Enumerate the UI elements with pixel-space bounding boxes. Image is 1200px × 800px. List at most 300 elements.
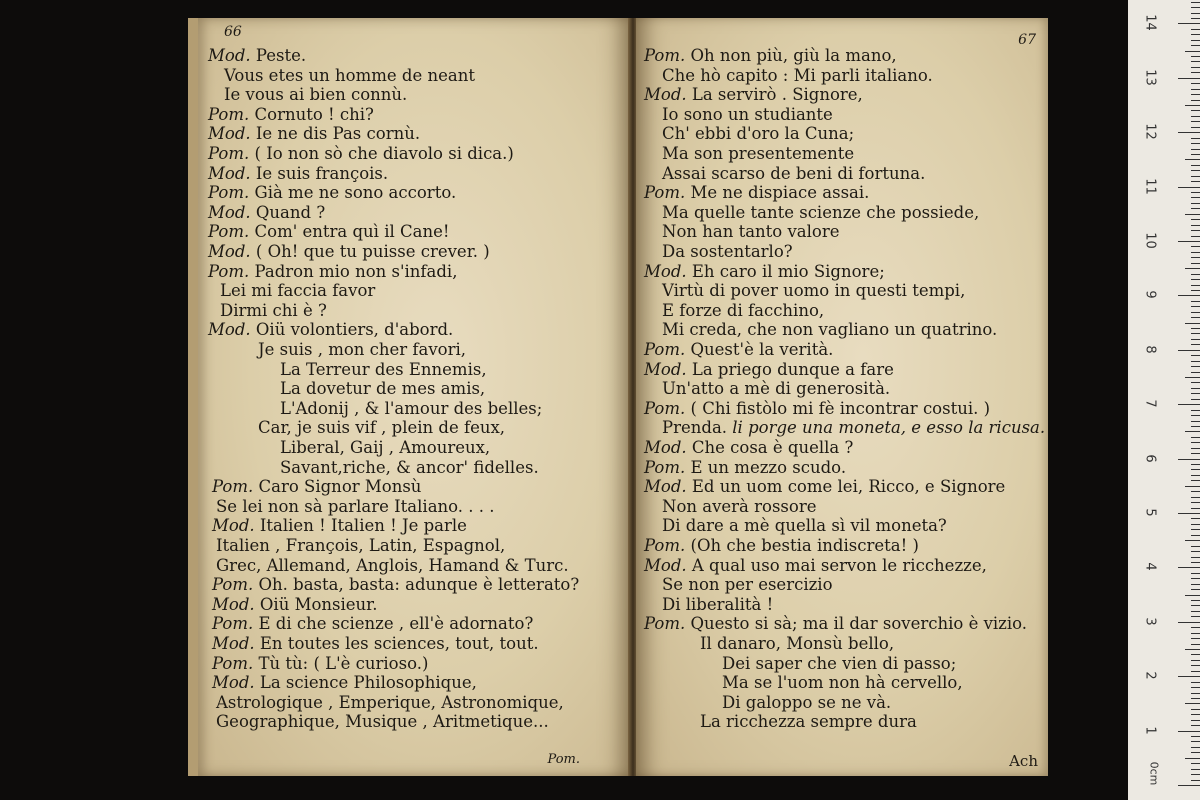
ruler-tick	[1191, 475, 1200, 476]
ruler-tick	[1191, 578, 1200, 579]
left-catchword: Pom.	[547, 752, 580, 767]
ruler-tick	[1191, 508, 1200, 509]
ruler-tick	[1191, 2, 1200, 3]
ruler-tick	[1191, 589, 1200, 590]
line-text: Virtù di pover uomo in questi tempi,	[662, 281, 966, 301]
text-line	[216, 556, 569, 575]
text-line	[220, 301, 327, 320]
ruler-number: 10	[1142, 232, 1158, 249]
ruler-tick	[1191, 110, 1200, 111]
text-line	[644, 614, 1027, 633]
line-text: Oh non più, giù la mano,	[690, 46, 897, 65]
ruler-tick	[1191, 529, 1200, 530]
ruler-tick	[1191, 480, 1200, 481]
ruler-tick	[1191, 40, 1200, 41]
ruler-tick	[1191, 502, 1200, 503]
text-line	[208, 46, 306, 65]
text-line	[208, 242, 490, 261]
speaker-label: Pom.	[644, 457, 686, 477]
line-text: E forze di facchino,	[662, 300, 825, 320]
ruler-tick	[1185, 431, 1200, 432]
text-line	[224, 66, 475, 85]
line-text: Oh. basta, basta: adunque è letterato?	[258, 575, 580, 595]
ruler-number: 1	[1142, 725, 1158, 735]
ruler-tick	[1185, 758, 1200, 759]
line-text: Il danaro, Monsù bello,	[700, 634, 895, 653]
ruler-tick	[1191, 230, 1200, 231]
line-text: La servirò . Signore,	[691, 85, 863, 105]
ruler-number: 14	[1142, 14, 1158, 32]
ruler-tick	[1191, 306, 1200, 307]
speaker-label: Pom.	[644, 398, 686, 418]
text-line	[662, 418, 1045, 437]
text-line	[662, 144, 854, 163]
ruler-tick	[1191, 399, 1200, 400]
text-line	[280, 438, 490, 457]
text-line	[644, 46, 897, 65]
line-text: La dovetur de mes amis,	[280, 379, 486, 399]
line-text: Peste.	[255, 46, 307, 65]
ruler-number: 8	[1142, 345, 1158, 354]
line-text: ( Oh! que tu puisse crever. )	[255, 242, 490, 261]
text-line	[212, 575, 579, 594]
ruler-tick	[1191, 13, 1200, 14]
text-line	[280, 379, 485, 398]
speaker-label: Pom.	[644, 183, 686, 203]
speaker-label: Mod.	[208, 242, 251, 261]
ruler-tick	[1191, 257, 1200, 258]
speaker-label: Pom.	[212, 477, 254, 497]
line-text: Questo si sà; ma il dar soverchio è vizio.	[690, 614, 1028, 634]
open-book	[188, 18, 1048, 776]
text-line	[662, 497, 816, 516]
text-line	[662, 124, 854, 143]
text-line	[280, 458, 539, 477]
speaker-label: Mod.	[208, 124, 251, 144]
ruler-tick	[1191, 279, 1200, 280]
speaker-label: Pom.	[644, 614, 686, 634]
ruler-tick	[1185, 159, 1200, 160]
line-text: ( Chi fistòlo mi fè incontrar costui. )	[690, 398, 991, 418]
text-line	[722, 654, 956, 673]
text-line	[662, 575, 833, 594]
text-line	[662, 379, 890, 398]
ruler-tick	[1191, 61, 1200, 62]
speaker-label: Mod.	[212, 634, 255, 653]
ruler-tick	[1191, 469, 1200, 470]
text-line	[700, 712, 917, 731]
ruler-tick	[1191, 437, 1200, 438]
ruler-number: 5	[1142, 508, 1158, 517]
text-line	[258, 418, 505, 437]
ruler-tick	[1191, 551, 1200, 552]
line-text: Oiü Monsieur.	[259, 594, 378, 614]
ruler-tick	[1191, 654, 1200, 655]
ruler-tick	[1178, 567, 1200, 568]
ruler-tick	[1178, 187, 1200, 188]
line-text: Dirmi chi è ?	[220, 300, 327, 320]
line-text: Geographique, Musique , Aritmetique...	[216, 712, 549, 732]
ruler-tick	[1178, 350, 1200, 351]
ruler-tick	[1185, 323, 1200, 324]
line-text: Ie vous ai bien connù.	[224, 85, 408, 105]
ruler-tick	[1191, 584, 1200, 585]
ruler-number: 3	[1142, 617, 1158, 626]
text-line	[662, 203, 979, 222]
ruler-tick	[1191, 203, 1200, 204]
ruler-tick	[1185, 51, 1200, 52]
ruler-tick	[1191, 573, 1200, 574]
text-line	[662, 281, 965, 300]
text-line	[212, 477, 421, 496]
speaker-label: Pom.	[212, 614, 254, 634]
line-text: Me ne dispiace assai.	[690, 183, 870, 203]
line-text: Tù tù: ( L'è curioso.)	[258, 653, 429, 673]
ruler-tick	[1191, 34, 1200, 35]
ruler-tick	[1185, 540, 1200, 541]
line-text: La ricchezza sempre dura	[700, 712, 917, 732]
text-line	[216, 536, 505, 555]
line-text: Ch' ebbi d'oro la Cuna;	[662, 124, 855, 144]
ruler-tick	[1178, 622, 1200, 623]
ruler-tick	[1185, 486, 1200, 487]
line-text: Che cosa è quella ?	[691, 438, 854, 457]
speaker-label: Mod.	[208, 320, 251, 340]
ruler-tick	[1178, 404, 1200, 405]
ruler-number: 11	[1142, 177, 1158, 195]
ruler-tick	[1191, 415, 1200, 416]
ruler-tick	[1185, 595, 1200, 596]
ruler-tick	[1191, 197, 1200, 198]
line-text: La science Philosophique,	[259, 673, 477, 693]
ruler-tick	[1191, 285, 1200, 286]
ruler-tick	[1178, 295, 1200, 296]
ruler-tick	[1191, 56, 1200, 57]
ruler-tick	[1191, 421, 1200, 422]
line-text: Di dare a mè quella sì vil moneta?	[662, 516, 947, 536]
line-text: Savant,riche, & ancor' fidelles.	[280, 457, 539, 477]
line-text: Quest'è la verità.	[690, 340, 834, 359]
ruler-tick	[1191, 252, 1200, 253]
line-text: Che hò capito : Mi parli italiano.	[662, 65, 933, 85]
speaker-label: Pom.	[212, 653, 254, 673]
text-line	[662, 222, 840, 241]
line-text: Oiü volontiers, d'abord.	[255, 320, 454, 340]
ruler-tick	[1191, 687, 1200, 688]
line-text: Io sono un studiante	[662, 104, 833, 124]
ruler-tick	[1191, 7, 1200, 8]
text-line	[644, 340, 833, 359]
text-line	[208, 222, 450, 241]
ruler-tick	[1178, 513, 1200, 514]
ruler-tick	[1191, 682, 1200, 683]
ruler-tick	[1191, 693, 1200, 694]
line-text: Da sostentarlo?	[662, 242, 793, 261]
ruler-tick	[1178, 78, 1200, 79]
right-catchword: Ach	[1009, 752, 1038, 770]
right-page	[636, 18, 1048, 776]
ruler-tick	[1191, 752, 1200, 753]
text-line	[224, 85, 407, 104]
text-line	[280, 399, 542, 418]
speaker-label: Pom.	[208, 104, 250, 124]
line-text: Ed un uom come lei, Ricco, e Signore	[691, 477, 1006, 497]
ruler-tick	[1191, 138, 1200, 139]
ruler-tick	[1178, 23, 1200, 24]
ruler-tick	[1191, 344, 1200, 345]
ruler-tick	[1191, 89, 1200, 90]
text-line	[644, 183, 869, 202]
text-line	[208, 203, 325, 222]
ruler-tick	[1191, 225, 1200, 226]
ruler-tick	[1191, 45, 1200, 46]
ruler-tick	[1191, 18, 1200, 19]
speaker-label: Mod.	[644, 555, 687, 575]
speaker-label: Mod.	[212, 673, 255, 693]
ruler-tick	[1178, 132, 1200, 133]
text-line	[258, 340, 466, 359]
ruler-tick	[1191, 518, 1200, 519]
line-text: Assai scarso de beni di fortuna.	[662, 163, 926, 183]
text-line	[662, 516, 947, 535]
ruler-tick	[1191, 442, 1200, 443]
ruler-tick	[1191, 236, 1200, 237]
speaker-label: Pom.	[644, 340, 686, 359]
line-text: La priego dunque a fare	[691, 359, 894, 379]
text-line	[212, 595, 377, 614]
ruler-tick	[1191, 100, 1200, 101]
ruler-tick	[1191, 453, 1200, 454]
text-line	[662, 164, 925, 183]
ruler-tick	[1185, 268, 1200, 269]
text-line	[644, 262, 885, 281]
speaker-label: Mod.	[208, 202, 251, 222]
ruler-tick	[1191, 616, 1200, 617]
text-line	[216, 497, 495, 516]
ruler-tick	[1191, 769, 1200, 770]
ruler-tick	[1185, 649, 1200, 650]
ruler-tick	[1191, 720, 1200, 721]
ruler-tick	[1191, 176, 1200, 177]
ruler-tick	[1191, 170, 1200, 171]
ruler-tick	[1191, 94, 1200, 95]
ruler-number: 12	[1142, 123, 1158, 140]
text-line	[212, 634, 539, 653]
line-text: Se lei non sà parlare Italiano. . . .	[216, 496, 495, 516]
speaker-label: Mod.	[644, 261, 687, 281]
measuring-ruler	[1128, 0, 1200, 800]
ruler-unit-label: 0cm	[1147, 761, 1161, 786]
ruler-tick	[1191, 546, 1200, 547]
line-text: A qual uso mai servon le ricchezze,	[691, 555, 987, 575]
ruler-number: 2	[1142, 671, 1158, 680]
ruler-number: 4	[1142, 562, 1158, 572]
ruler-number: 6	[1142, 453, 1158, 463]
ruler-tick	[1178, 731, 1200, 732]
ruler-tick	[1191, 448, 1200, 449]
line-text: Cornuto ! chi?	[254, 104, 374, 124]
text-line	[216, 712, 549, 731]
text-line	[212, 516, 467, 535]
ruler-tick	[1191, 154, 1200, 155]
speaker-label: Mod.	[644, 85, 687, 105]
line-text: Liberal, Gaij , Amoureux,	[280, 438, 491, 457]
ruler-tick	[1191, 361, 1200, 362]
text-line	[208, 164, 388, 183]
line-text: Padron mio non s'infadi,	[254, 261, 458, 281]
ruler-tick	[1191, 605, 1200, 606]
ruler-tick	[1191, 736, 1200, 737]
ruler-number: 7	[1142, 399, 1158, 408]
line-text: Non averà rossore	[662, 496, 817, 516]
ruler-tick	[1191, 372, 1200, 373]
text-line	[644, 85, 863, 104]
speaker-label: Mod.	[644, 359, 687, 379]
line-text: Ma quelle tante scienze che possiede,	[662, 202, 980, 222]
text-line	[644, 399, 990, 418]
ruler-tick	[1191, 644, 1200, 645]
ruler-tick	[1191, 67, 1200, 68]
ruler-tick	[1191, 747, 1200, 748]
ruler-tick	[1191, 524, 1200, 525]
ruler-tick	[1191, 121, 1200, 122]
ruler-tick	[1191, 83, 1200, 84]
ruler-tick	[1191, 301, 1200, 302]
line-text: Astrologique , Emperique, Astronomique,	[216, 692, 564, 712]
ruler-tick	[1191, 219, 1200, 220]
text-line	[662, 320, 997, 339]
ruler-tick	[1191, 274, 1200, 275]
text-line	[644, 458, 846, 477]
line-text: Ma se l'uom non hà cervello,	[722, 673, 963, 693]
ruler-tick	[1178, 241, 1200, 242]
ruler-tick	[1191, 333, 1200, 334]
text-line	[216, 693, 564, 712]
speaker-label: Mod.	[644, 438, 687, 457]
ruler-tick	[1191, 208, 1200, 209]
speaker-label: Pom.	[208, 144, 250, 163]
text-line	[662, 66, 933, 85]
ruler-tick	[1191, 393, 1200, 394]
right-page-number: 67	[1018, 32, 1036, 48]
line-text: L'Adonij , & l'amour des belles;	[280, 398, 543, 418]
speaker-label: Pom.	[644, 536, 686, 555]
speaker-label: Pom.	[212, 575, 254, 595]
text-line	[212, 673, 477, 692]
text-line	[662, 301, 824, 320]
ruler-tick	[1191, 116, 1200, 117]
ruler-tick	[1178, 676, 1200, 677]
ruler-tick	[1191, 388, 1200, 389]
ruler-tick	[1191, 627, 1200, 628]
text-line	[644, 438, 853, 457]
ruler-tick	[1191, 774, 1200, 775]
line-text: (Oh che bestia indiscreta! )	[690, 536, 919, 555]
ruler-tick	[1191, 355, 1200, 356]
line-text: Eh caro il mio Signore;	[691, 261, 885, 281]
line-text: Di galoppo se ne và.	[722, 692, 892, 712]
ruler-tick	[1191, 72, 1200, 73]
line-text: Ma son presentemente	[662, 144, 855, 163]
ruler-tick	[1191, 491, 1200, 492]
line-text: E un mezzo scudo.	[690, 457, 847, 477]
text-line	[208, 183, 456, 202]
line-text: Lei mi faccia favor	[220, 281, 376, 301]
speaker-label: Mod.	[644, 477, 687, 497]
line-text: Quand ?	[255, 202, 326, 222]
ruler-tick	[1191, 143, 1200, 144]
text-line	[722, 673, 963, 692]
ruler-tick	[1191, 181, 1200, 182]
ruler-tick	[1191, 562, 1200, 563]
text-line	[644, 477, 1005, 496]
ruler-tick	[1191, 611, 1200, 612]
ruler-tick	[1191, 426, 1200, 427]
ruler-tick	[1191, 633, 1200, 634]
line-text: Je suis , mon cher favori,	[258, 340, 467, 359]
line-text: Com' entra quì il Cane!	[254, 222, 450, 242]
text-line	[212, 614, 533, 633]
ruler-tick	[1191, 263, 1200, 264]
ruler-tick	[1191, 382, 1200, 383]
ruler-tick	[1191, 165, 1200, 166]
text-line	[662, 105, 833, 124]
ruler-tick	[1191, 600, 1200, 601]
ruler-tick	[1178, 459, 1200, 460]
ruler-tick	[1191, 557, 1200, 558]
text-line	[662, 595, 773, 614]
line-text: Ie ne dis Pas cornù.	[255, 124, 421, 144]
line-text: Mi creda, che non vagliano un quatrino.	[662, 320, 998, 340]
ruler-tick	[1185, 105, 1200, 106]
ruler-tick	[1191, 638, 1200, 639]
line-text: Grec, Allemand, Anglois, Hamand & Turc.	[216, 555, 569, 575]
ruler-tick	[1185, 703, 1200, 704]
ruler-tick	[1191, 246, 1200, 247]
line-text: ( Io non sò che diavolo si dica.)	[254, 144, 514, 163]
ruler-tick	[1191, 366, 1200, 367]
line-text: La Terreur des Ennemis,	[280, 359, 487, 379]
line-text: Se non per esercizio	[662, 575, 833, 595]
line-text: Ie suis françois.	[255, 163, 389, 183]
ruler-tick	[1191, 410, 1200, 411]
ruler-tick	[1191, 665, 1200, 666]
ruler-tick	[1191, 741, 1200, 742]
speaker-label: Mod.	[212, 594, 255, 614]
left-page-number: 66	[224, 24, 242, 40]
text-line	[208, 320, 453, 339]
speaker-label: Pom.	[208, 222, 250, 242]
speaker-label: Pom.	[208, 183, 250, 203]
text-line	[208, 144, 514, 163]
speaker-label: Mod.	[208, 163, 251, 183]
left-page	[188, 18, 630, 776]
text-line	[722, 693, 891, 712]
ruler-tick	[1191, 763, 1200, 764]
line-text: Un'atto a mè di generosità.	[662, 379, 891, 399]
ruler-tick	[1191, 328, 1200, 329]
line-text: E di che scienze , ell'è adornato?	[258, 614, 534, 634]
ruler-tick	[1191, 535, 1200, 536]
ruler-tick	[1191, 192, 1200, 193]
ruler-tick	[1191, 780, 1200, 781]
ruler-tick	[1191, 725, 1200, 726]
text-line	[700, 634, 894, 653]
ruler-tick	[1191, 29, 1200, 30]
ruler-tick	[1191, 698, 1200, 699]
speaker-label: Mod.	[212, 516, 255, 536]
ruler-tick	[1191, 671, 1200, 672]
